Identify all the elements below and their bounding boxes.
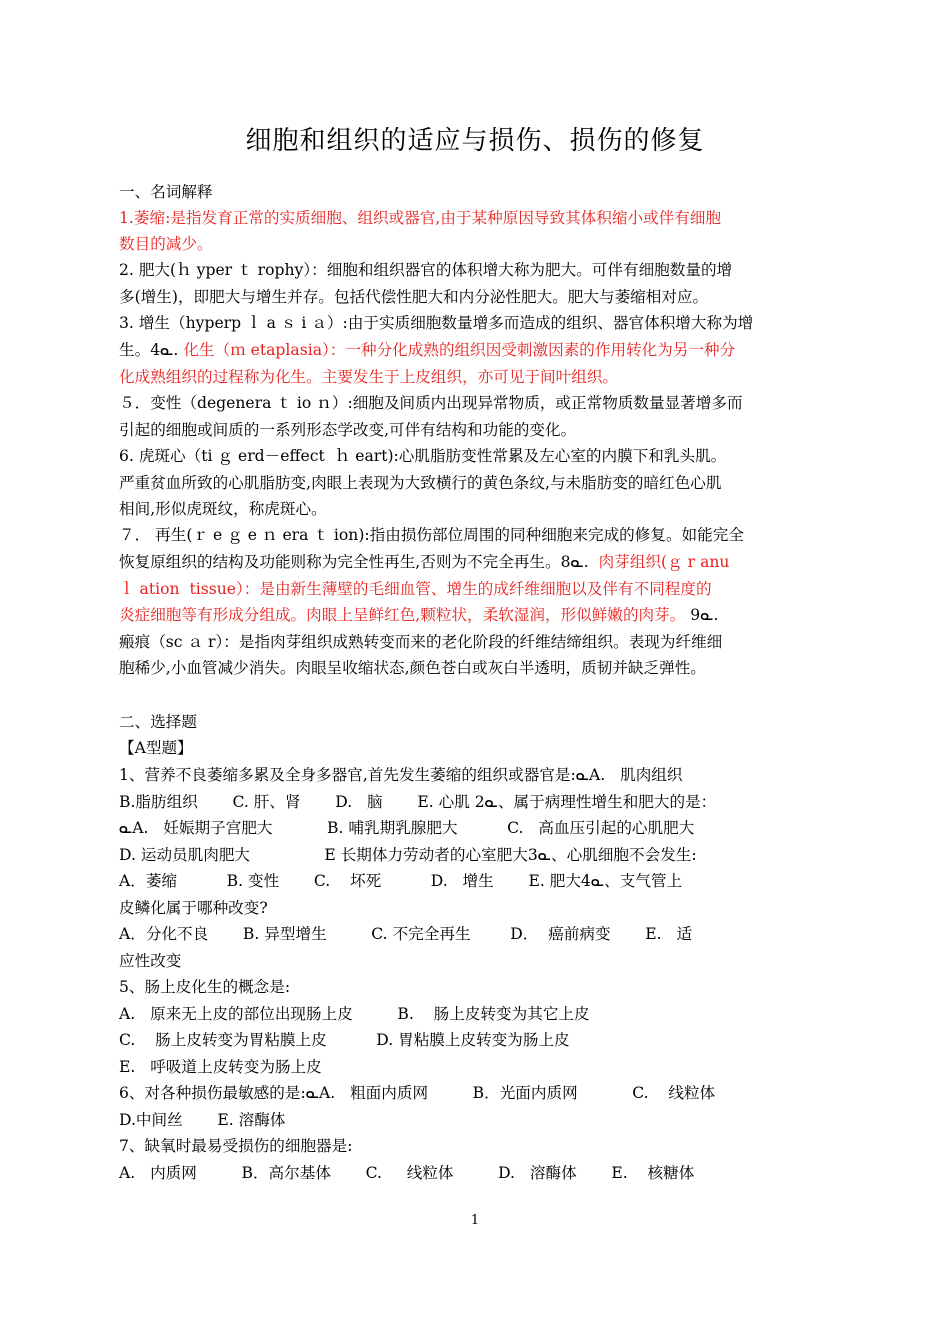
question-line: A．分化不良 B. 异型增生 C. 不完全再生 D． 癌前病变 E. 适 — [119, 925, 693, 943]
text-line: 引起的细胞或间质的一系列形态学改变,可伴有结构和功能的变化。 — [119, 421, 577, 439]
text-line-mixed — [119, 337, 735, 363]
question-line: A．萎缩 B. 变性 C. 坏死 D. 增生 E. 肥大4ᓇ、支气管上 — [119, 872, 683, 890]
question-line: 1、营养不良萎缩多累及全身多器官,首先发生萎缩的组织或器官是:ᓇA. 肌肉组织 — [119, 766, 683, 784]
page-number: 1 — [470, 1213, 480, 1228]
text-line: 严重贫血所致的心肌脂肪变,肉眼上表现为大致横行的黄色条纹,与未脂肪变的暗红色心肌 — [119, 474, 722, 492]
question-line: B.脂肪组织 C. 肝、肾 D. 脑 E. 心肌 2ᓇ、属于病理性增生和肥大的是： — [119, 793, 717, 811]
text-line-mixed — [119, 549, 729, 575]
text-line: 瘢痕（sc ａ r）：是指肉芽组织成熟转变而来的老化阶段的纤维结缔组织。表现为纤维细 — [119, 633, 723, 651]
text-line: 2. 肥大(ｈ yper ｔ rophy）：细胞和组织器官的体积增大称为肥大。可伴有细胞数量的增 — [119, 261, 733, 279]
question-line: D. 运动员肌肉肥大 E 长期体力劳动者的心室肥大3ᓇ、心肌细胞不会发生: — [119, 846, 697, 864]
subheading: 【A型题】 — [119, 739, 193, 757]
text-line — [119, 602, 718, 628]
text-line: 6. 虎斑心（ti ｇ erd－effect ｈ eart):心肌脂肪变性常累及左心室的内膜下和乳头肌。 — [119, 447, 727, 465]
text-line: 相间,形似虎斑纹，称虎斑心。 — [119, 500, 327, 518]
section-heading: 一、名词解释 — [119, 183, 213, 201]
page-title: 细胞和组织的适应与损伤、损伤的修复 — [245, 126, 705, 156]
text-line: ５．变性（degenera ｔ io ｎ）:细胞及间质内出现异常物质，或正常物质数量显著增多而 — [119, 394, 743, 412]
text-segment-red: 肉芽组织(ｇ r anu — [598, 553, 730, 571]
question-line: A. 内质网 B．高尔基体 C. 线粒体 D. 溶酶体 E. 核糖体 — [119, 1164, 695, 1182]
text-line: 胞稀少,小血管减少消失。肉眼呈收缩状态,颜色苍白或灰白半透明，质韧并缺乏弹性。 — [119, 659, 706, 677]
question-line: 皮鳞化属于哪种改变? — [119, 899, 268, 917]
question-line: 6、对各种损伤最敏感的是:ᓇA. 粗面内质网 B．光面内质网 C. 线粒体 — [119, 1084, 716, 1102]
section-heading: 二、选择题 — [119, 713, 197, 731]
text-line: ７． 再生(ｒ e ｇ e ｎ era ｔ ion):指由损伤部位周围的同种细胞来完成的修复。如能完全 — [119, 526, 744, 544]
text-line: 化成熟组织的过程称为化生。主要发生于上皮组织，亦可见于间叶组织。 — [119, 368, 619, 386]
question-line: 应性改变 — [119, 952, 182, 970]
question-line: E. 呼吸道上皮转变为肠上皮 — [119, 1058, 322, 1076]
text-line: 1.萎缩:是指发育正常的实质细胞、组织或器官,由于某种原因导致其体积缩小或伴有细胞 — [119, 209, 722, 227]
text-line: 3. 增生（hyperp ｌ a ｓ i ａ）:由于实质细胞数量增多而造成的组织、器官体积增大称为增 — [119, 314, 754, 332]
text-segment: 9ᓇ. — [685, 606, 719, 624]
text-segment: 生。4⁠ᓇ. — [119, 341, 184, 359]
question-line: A. 原来无上皮的部位出现肠上皮 B. 肠上皮转变为其它上皮 — [119, 1005, 590, 1023]
question-line: 5、肠上皮化生的概念是: — [119, 978, 291, 996]
text-segment: 恢复原组织的结构及功能则称为完全性再生,否则为不完全再生。8ᓇ. — [119, 553, 599, 571]
text-segment-red: 化生（ｍ etaplasia）：一种分化成熟的组织因受刺激因素的作用转化为另一种分 — [183, 341, 736, 359]
text-segment-red: 炎症细胞等有形成分组成。肉眼上呈鲜红色,颗粒状，柔软湿润，形似鲜嫩的肉芽。 — [119, 606, 686, 624]
text-line: 多(增生)，即肥大与增生并存。包括代偿性肥大和内分泌性肥大。肥大与萎缩相对应。 — [119, 288, 709, 306]
question-line: C. 肠上皮转变为胃粘膜上皮 D. 胃粘膜上皮转变为肠上皮 — [119, 1031, 570, 1049]
question-line: D.中间丝 E. 溶酶体 — [119, 1111, 286, 1129]
text-line: ｌ ation tissue）：是由新生薄壁的毛细血管、增生的成纤维细胞以及伴有不同程度的 — [119, 580, 712, 598]
question-line: ᓇA. 妊娠期子宫肥大 B. 哺乳期乳腺肥大 C. 高血压引起的心肌肥大 — [119, 819, 695, 837]
question-line: 7、缺氧时最易受损伤的细胞器是: — [119, 1137, 353, 1155]
text-line: 数目的减少。 — [119, 235, 213, 253]
